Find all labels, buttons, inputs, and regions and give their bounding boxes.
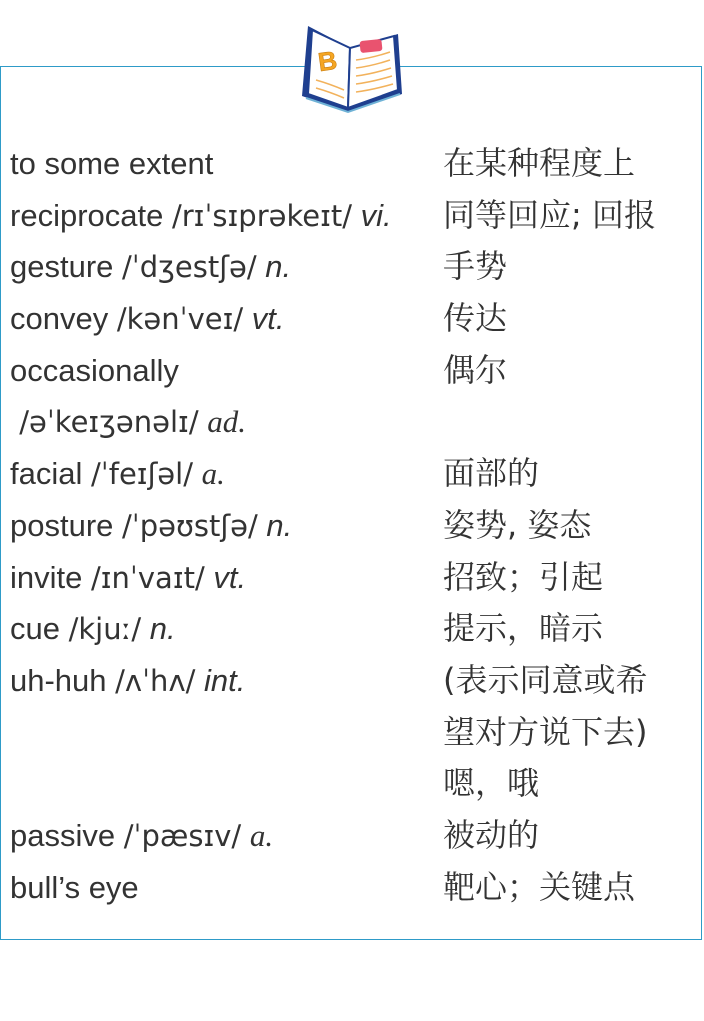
headword: posture (10, 507, 114, 543)
part-of-speech: vi. (360, 197, 392, 233)
chinese-meaning: (表示同意或希 (443, 660, 648, 699)
english-term (10, 866, 139, 910)
chinese-meaning: 招致；引起 (443, 557, 604, 596)
english-term (10, 297, 285, 341)
part-of-speech: a. (201, 456, 225, 492)
book-icon-graphic (294, 18, 410, 122)
headword: passive (10, 817, 116, 853)
phonetic: /ˈfeɪʃəl/ (91, 457, 193, 492)
vocab-row (10, 552, 698, 604)
part-of-speech: n. (149, 611, 176, 647)
english-term (10, 349, 179, 393)
part-of-speech: int. (204, 662, 246, 698)
phonetic: /rɪˈsɪprəkeɪt/ (171, 198, 353, 233)
english-term (10, 504, 292, 548)
vocab-row (10, 448, 698, 500)
vocab-row (10, 655, 698, 707)
english-term (10, 659, 245, 703)
english-term (10, 245, 291, 289)
english-term (10, 814, 273, 858)
part-of-speech: a. (249, 817, 274, 853)
vocab-row (10, 603, 698, 655)
phonetic: /kjuː/ (68, 612, 142, 647)
part-of-speech: n. (265, 249, 292, 285)
headword: cue (10, 611, 60, 647)
headword: reciprocate (10, 197, 164, 233)
chinese-meaning: 偶尔 (443, 350, 508, 389)
headword: uh-huh (10, 662, 107, 698)
phonetic: /ˈpæsɪv/ (123, 818, 242, 853)
english-term (10, 452, 225, 496)
chinese-meaning: 面部的 (443, 454, 540, 493)
phonetic: /əˈkeɪʒənəlɪ/ (10, 405, 199, 440)
chinese-meaning: 提示，暗示 (443, 609, 604, 648)
vocab-row (10, 345, 698, 397)
english-term (10, 400, 246, 444)
vocab-row (10, 758, 698, 810)
headword: occasionally (10, 352, 179, 388)
english-term (10, 556, 246, 600)
chinese-meaning: 同等回应; 回报 (443, 195, 656, 234)
part-of-speech: n. (266, 507, 293, 543)
headword: to some extent (10, 146, 214, 181)
vocab-row (10, 810, 698, 862)
vocab-row (10, 241, 698, 293)
vocab-row (10, 138, 698, 190)
vocabulary-list (10, 138, 698, 913)
chinese-meaning: 被动的 (443, 815, 540, 854)
part-of-speech: ad. (207, 404, 246, 440)
phonetic: /kənˈveɪ/ (116, 302, 244, 337)
chinese-meaning: 手势 (443, 247, 508, 286)
phonetic: /ˈpəʊstʃə/ (122, 508, 258, 543)
headword: facial (10, 456, 83, 492)
book-letter: B (316, 44, 339, 78)
chinese-meaning: 嗯，哦 (443, 764, 540, 803)
phonetic: /ʌˈhʌ/ (115, 663, 196, 698)
vocab-row (10, 862, 698, 914)
english-term (10, 142, 213, 186)
part-of-speech: vt. (213, 559, 247, 595)
headword: convey (10, 301, 109, 337)
part-of-speech: vt. (251, 301, 285, 337)
phonetic: /ɪnˈvaɪt/ (91, 560, 205, 595)
headword: gesture (10, 249, 114, 285)
chinese-meaning: 姿势, 姿态 (443, 505, 592, 544)
vocab-row (10, 190, 698, 242)
headword: bull’s eye (10, 869, 139, 905)
vocab-row (10, 500, 698, 552)
phonetic: /ˈdʒestʃə/ (122, 250, 257, 285)
chinese-meaning: 传达 (443, 299, 508, 338)
chinese-meaning: 靶心；关键点 (443, 867, 636, 906)
chinese-meaning: 望对方说下去) (443, 712, 648, 751)
english-term (10, 194, 392, 238)
vocab-row (10, 707, 698, 759)
chinese-meaning: 在某种程度上 (443, 144, 636, 182)
vocab-row (10, 396, 698, 448)
headword: invite (10, 559, 83, 595)
book-icon (294, 18, 410, 122)
vocab-row (10, 293, 698, 345)
english-term (10, 607, 176, 651)
